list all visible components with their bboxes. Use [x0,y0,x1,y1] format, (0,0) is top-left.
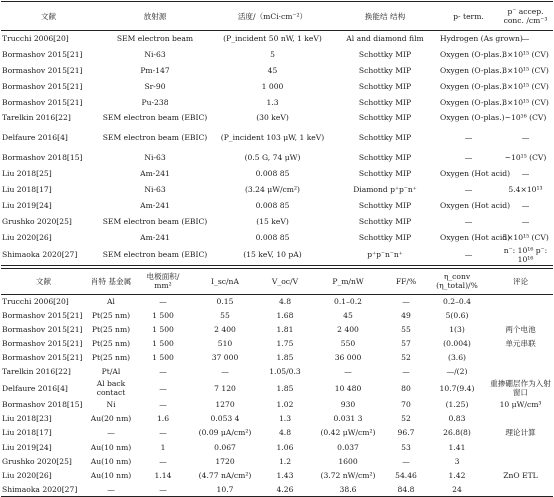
cell-ff: 54.46 [395,470,417,480]
header-remark: 评论 [488,268,553,294]
cell-eta: 0.83 [448,414,466,424]
cell-voc: 1.3 [278,414,292,424]
source-row [1,62,553,78]
cell-activity: 1 000 [261,81,284,91]
cell-contact: Al [107,296,115,306]
header-ref: 文献 [1,2,96,31]
cell-area: 1 500 [152,324,174,334]
performance-row [1,482,553,496]
cell-transducer: Schottky MIP [358,81,412,91]
performance-row [1,426,553,440]
cell-contact: — [107,428,115,438]
header-isc: I_sc/nA [190,268,260,294]
cell-conc: n⁻: 10¹⁶ p⁻: 10¹⁶ [498,245,553,265]
cell-activity: (0.5 G, 74 μW) [244,153,301,163]
source-row [1,182,553,198]
performance-table [1,268,553,497]
cell-pm: — [344,367,352,377]
cell-contact: Au(20 nm) [90,414,132,424]
cell-conc: 3×10¹⁵ (CV) [502,49,549,59]
cell-ref: Tarelkin 2016[22] [2,113,71,123]
cell-transducer: Al and diamond film [346,34,424,44]
cell-source: Am-241 [140,232,170,242]
cell-conc: — [521,200,530,210]
cell-conc: 5.4×10¹³ [508,185,543,195]
cell-contact: Al back contact [96,379,126,398]
cell-term: — [464,216,473,226]
source-row [1,229,553,245]
cell-term: — [464,185,473,195]
cell-voc: 1.85 [276,383,294,393]
cell-eta: 26.8(8) [443,428,471,438]
performance-row [1,454,553,468]
performance-row [1,351,553,365]
cell-ref: Bormashov 2015[21] [2,353,83,363]
cell-area: — [136,482,190,496]
cell-ff: 96.7 [397,428,415,438]
cell-term: Oxygen (O-plas.) [440,65,505,75]
cell-eta: (0.004) [443,339,471,349]
cell-pm: 930 [340,400,356,410]
cell-source: Ni-63 [144,153,166,163]
source-row [1,213,553,229]
cell-activity: (15 keV, 10 pA) [214,245,331,265]
cell-isc: 0.15 [216,296,234,306]
cell-conc: 3×10¹⁵ (CV) [502,97,549,107]
cell-term: Hydrogen (As grown) [440,34,523,44]
cell-activity: 5 [270,49,275,59]
cell-contact: Au(10 nm) [90,456,132,466]
cell-area: — [159,296,167,306]
source-row [1,198,553,214]
cell-remark: ZnO ETL [503,470,538,480]
header-contact: 肖特 基金属 [86,268,136,294]
source-row [1,126,553,150]
header-activity: 活度/（mCi·cm⁻²） [214,2,331,31]
cell-eta: 5(0.6) [445,310,469,320]
cell-ref: Bormashov 2018[15] [2,153,83,163]
source-row [1,110,553,126]
cell-voc: 4.26 [260,482,310,496]
cell-contact: Pt/Al [101,367,121,377]
cell-ff: 84.8 [386,482,426,496]
performance-row [1,294,553,308]
cell-isc: 37 000 [211,353,239,363]
performance-row [1,322,553,336]
cell-isc: (0.09 μA/cm²) [198,428,252,438]
cell-eta: —/(2) [446,367,468,377]
cell-isc: 1720 [215,456,235,466]
cell-contact: Au(10 nm) [90,470,132,480]
cell-source: Ni-63 [144,185,166,195]
header-ff: FF/% [386,268,426,294]
cell-eta: 1.41 [448,442,466,452]
cell-transducer: p⁺p⁻n⁻n⁺ [331,245,439,265]
cell-ref: Liu 2018[25] [2,169,52,179]
cell-voc: 1.81 [276,324,294,334]
performance-row [1,365,553,379]
cell-ref: Liu 2018[17] [2,185,52,195]
cell-eta: 3 [454,456,460,466]
cell-ff: 80 [401,383,411,393]
performance-table-header [1,268,553,294]
cell-ref: Liu 2019[24] [2,200,52,210]
cell-transducer: Schottky MIP [358,113,412,123]
source-table-header [1,2,553,31]
cell-ref: Bormashov 2018[15] [2,400,83,410]
cell-ff: 53 [401,442,411,452]
cell-source: Pu-238 [141,97,169,107]
cell-transducer: Schottky MIP [358,200,412,210]
cell-remark [488,351,553,365]
cell-term: Oxygen (Hot acid) [440,232,511,242]
cell-ref: Liu 2019[24] [2,442,52,452]
cell-pm: 1600 [338,456,358,466]
cell-conc: ~10¹⁶ (CV) [504,113,547,123]
cell-ref: Liu 2018[17] [2,428,52,438]
cell-ref: Delfaure 2016[4] [2,383,68,393]
cell-area: 1 500 [152,310,174,320]
cell-voc: 4.8 [278,296,292,306]
cell-ff: — [402,296,410,306]
cell-ref: Trucchi 2006[20] [2,34,69,44]
cell-ref: Grushko 2020[25] [2,456,72,466]
cell-remark: 理论计算 [505,428,536,438]
source-table [1,1,553,266]
header-area: 电极面积/ mm² [136,268,190,294]
cell-ref: Bormashov 2015[21] [2,65,83,75]
cell-isc: 10.7 [190,482,260,496]
cell-transducer: Schottky MIP [358,97,412,107]
cell-transducer: Diamond p⁺p⁻n⁺ [353,185,417,195]
header-conc: p⁻ accep. conc. /cm⁻³ [498,2,553,31]
cell-remark [488,308,553,322]
cell-term: Oxygen (O-plas.) [440,97,505,107]
comparison-tables [1,1,553,497]
cell-area: 1.6 [156,414,170,424]
cell-voc: 1.85 [276,353,294,363]
cell-activity: 45 [267,65,278,75]
cell-ref: Liu 2020[26] [2,470,52,480]
performance-row [1,398,553,412]
cell-isc: 0.053 4 [210,414,240,424]
cell-ref: Grushko 2020[25] [2,216,72,226]
cell-ff: 52 [401,353,411,363]
cell-activity: (P_incident 50 nW, 1 keV) [223,34,322,44]
cell-contact: Pt(25 nm) [91,310,131,320]
cell-contact: Pt(25 nm) [91,324,131,334]
source-row [1,94,553,110]
cell-transducer: Schottky MIP [358,65,412,75]
header-term: p- term. [439,2,498,31]
cell-isc: 55 [220,310,230,320]
cell-area: 1 [160,442,166,452]
cell-pm: 10 480 [334,383,362,393]
performance-row [1,412,553,426]
cell-ref: Bormashov 2015[21] [2,97,83,107]
cell-ref: Trucchi 2006[20] [2,296,69,306]
cell-ff: — [402,367,410,377]
cell-ref: Bormashov 2015[21] [2,324,83,334]
cell-ff: 52 [401,414,411,424]
cell-transducer: Schottky MIP [358,232,412,242]
cell-transducer: Schottky MIP [358,49,412,59]
cell-voc: 1.02 [276,400,294,410]
cell-isc: 2 400 [214,324,236,334]
cell-remark: 两个电池 [505,324,536,334]
source-row [1,31,553,47]
cell-source: Am-241 [140,169,170,179]
cell-activity: 0.008 85 [255,169,290,179]
cell-contact: Au(10 nm) [90,442,132,452]
cell-term: Oxygen (O-plas.) [440,49,505,59]
cell-conc: 3×10¹⁵ (CV) [502,65,549,75]
cell-pm: 36 000 [334,353,362,363]
cell-remark [488,294,553,308]
cell-area: 1 500 [152,353,174,363]
cell-activity: 0.008 85 [255,200,290,210]
cell-area: — [159,400,167,410]
cell-conc: — [521,216,530,226]
cell-ref: Bormashov 2015[21] [2,81,83,91]
cell-eta: 0.2–0.4 [443,296,471,306]
source-row [1,46,553,62]
cell-ff: 57 [401,339,411,349]
cell-ref: Tarelkin 2016[22] [2,367,71,377]
cell-area: — [159,428,167,438]
cell-source: SEM electron beam (EBIC) [102,113,208,123]
cell-eta: 1.42 [448,470,466,480]
cell-contact: Ni [106,400,116,410]
cell-area: 1 500 [152,339,174,349]
cell-term: Oxygen (Hot acid) [440,169,511,179]
cell-isc: 7 120 [214,383,236,393]
cell-eta: 1(3) [449,324,465,334]
cell-contact: Pt(25 nm) [91,353,131,363]
cell-remark: 10 μW/cm³ [499,400,542,410]
cell-ff: 70 [401,400,411,410]
cell-source: Pm-147 [140,65,170,75]
cell-voc: 1.05/0.3 [269,367,301,377]
cell-eta: 10.7(9.4) [439,383,475,393]
cell-remark [488,412,553,426]
cell-isc: 0.067 [214,442,236,452]
cell-area: — [159,367,167,377]
cell-ref: Delfaure 2016[4] [2,133,68,143]
cell-isc: 510 [217,339,233,349]
performance-row [1,440,553,454]
performance-row [1,468,553,482]
cell-source: Ni-63 [144,49,166,59]
cell-remark [488,365,553,379]
cell-transducer: Schottky MIP [358,169,412,179]
cell-term: Oxygen (O-plas.) [440,113,505,123]
source-row [1,150,553,166]
cell-pm: (0.42 μW/cm²) [320,428,376,438]
cell-voc: 1.75 [276,339,294,349]
cell-voc: 1.68 [276,310,294,320]
cell-voc: 1.43 [276,470,294,480]
cell-term: — [439,245,498,265]
cell-voc: 1.2 [278,456,292,466]
cell-ff: — [402,456,410,466]
header-transducer: 换能结 结构 [331,2,439,31]
cell-area: — [159,456,167,466]
cell-remark [488,482,553,496]
performance-row [1,379,553,398]
cell-ref: Bormashov 2015[21] [2,310,83,320]
cell-source: Sr-90 [144,81,166,91]
cell-pm: 0.031 3 [333,414,363,424]
cell-voc: 1.06 [276,442,294,452]
cell-eta: (1.25) [445,400,469,410]
cell-ref: Shimaoka 2020[27] [1,245,96,265]
cell-conc: — [521,34,530,44]
cell-activity: (3.24 μW/cm²) [244,185,301,195]
performance-row [1,336,553,350]
cell-activity: 0.008 85 [255,232,290,242]
cell-conc: — [521,169,530,179]
cell-pm: 550 [340,339,356,349]
performance-row [1,308,553,322]
cell-pm: (3.72 nW/cm²) [320,470,376,480]
cell-ff: 55 [401,324,411,334]
cell-source: SEM electron beam (EBIC) [102,133,208,143]
source-row [1,245,553,265]
cell-conc: 5×10¹⁵ (CV) [502,232,549,242]
cell-area: 1.14 [154,470,172,480]
cell-transducer: Schottky MIP [358,216,412,226]
cell-isc: (4.77 nA/cm²) [198,470,252,480]
cell-remark: 重掺硼层作为入射窗口 [490,379,551,398]
cell-ff: 49 [401,310,411,320]
cell-remark [488,454,553,468]
cell-eta: 24 [426,482,488,496]
cell-activity: (P_incident 103 μW, 1 keV) [220,133,325,143]
cell-contact: — [86,482,136,496]
cell-source: SEM electron beam [116,34,194,44]
header-source: 放射源 [96,2,214,31]
cell-conc: 3×10¹⁵ (CV) [502,81,549,91]
cell-isc: — [221,367,229,377]
cell-isc: 1270 [215,400,235,410]
cell-eta: (3.6) [447,353,466,363]
cell-term: — [464,153,473,163]
cell-ref: Shimaoka 2020[27] [1,482,86,496]
cell-pm: 0.037 [337,442,359,452]
cell-remark [488,440,553,454]
cell-term: — [464,133,473,143]
cell-pm: 45 [343,310,353,320]
header-eta: η_conv (η_total)/% [426,268,488,294]
cell-source: SEM electron beam (EBIC) [96,245,214,265]
cell-term: Oxygen (Hot acid) [440,200,511,210]
cell-ref: Bormashov 2015[21] [2,49,83,59]
cell-activity: 1.3 [266,97,279,107]
cell-voc: 4.8 [278,428,292,438]
cell-transducer: Schottky MIP [358,133,412,143]
header-pm: P_m/nW [310,268,386,294]
source-row [1,78,553,94]
cell-source: Am-241 [140,200,170,210]
cell-area: — [159,383,167,393]
header-ref: 文献 [1,268,86,294]
cell-remark: 单元串联 [505,339,536,349]
source-row [1,166,553,182]
cell-ref: Bormashov 2015[21] [2,339,83,349]
cell-activity: (15 keV) [256,216,289,226]
cell-pm: 2 400 [337,324,359,334]
cell-pm: 0.1–0.2 [334,296,362,306]
cell-activity: (30 keV) [256,113,289,123]
cell-conc: ~10¹⁵ (CV) [504,153,547,163]
cell-contact: Pt(25 nm) [91,339,131,349]
cell-source: SEM electron beam (EBIC) [102,216,208,226]
cell-pm: 38.6 [310,482,386,496]
cell-transducer: Schottky MIP [358,153,412,163]
cell-term: Oxygen (O-plas.) [440,81,505,91]
header-voc: V_oc/V [260,268,310,294]
cell-conc: — [521,133,530,143]
cell-ref: Liu 2020[26] [2,232,52,242]
cell-ref: Liu 2018[23] [2,414,52,424]
